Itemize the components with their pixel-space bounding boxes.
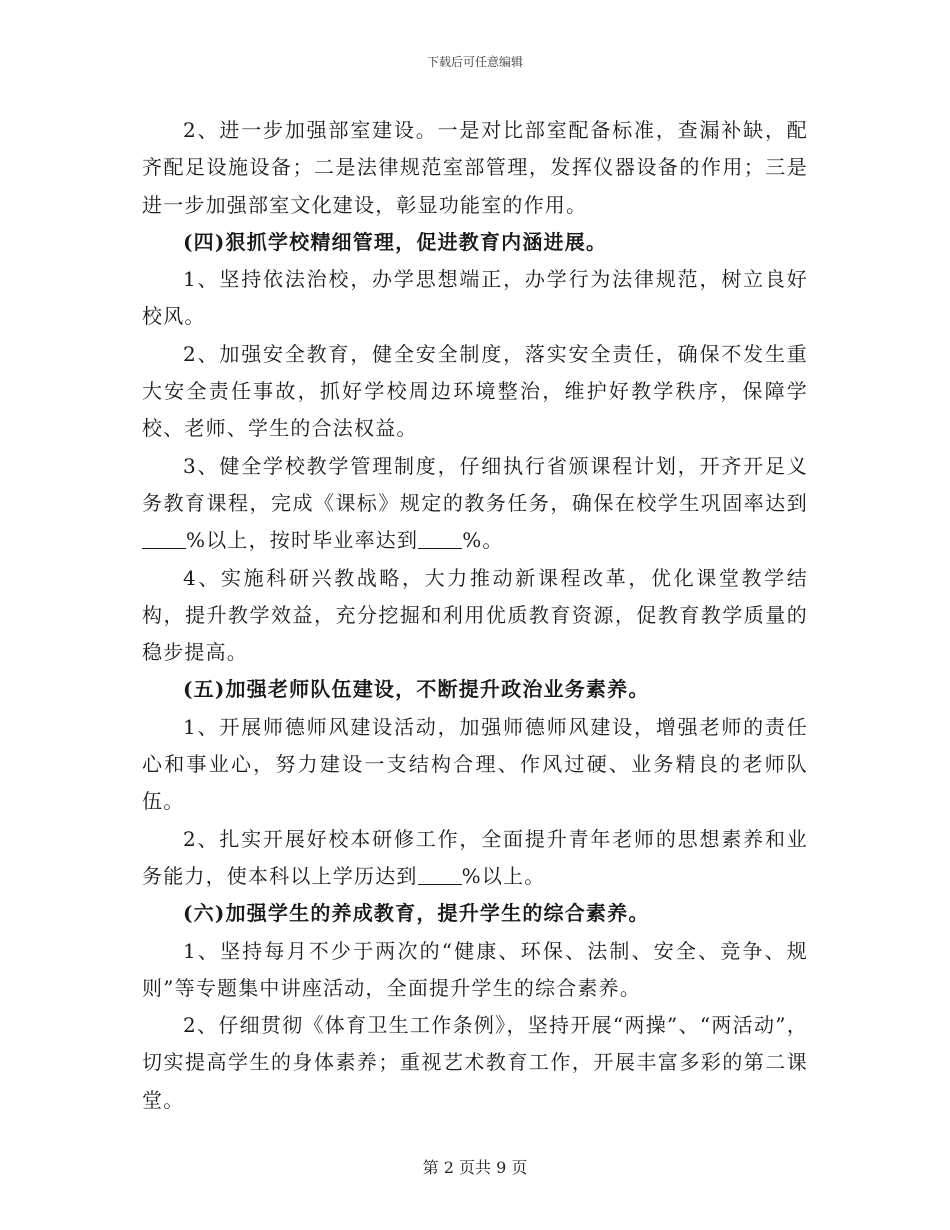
paragraph-4-part-2: %以上，按时毕业率达到 xyxy=(186,528,419,553)
paragraph-9: 2、仔细贯彻《体育卫生工作条例》，坚持开展“两操”、“两活动”，切实提高学生的身体素养；重视艺术教育工作，开展丰富多彩的第二课堂。 xyxy=(142,1013,808,1112)
paragraph-5: 4、实施科研兴教战略，大力推动新课程改革，优化课堂教学结构，提升教学效益，充分挖掘和利用优质教育资源，促教育教学质量的稳步提高。 xyxy=(142,565,808,665)
paragraph-1: 2、进一步加强部室建设。一是对比部室配备标准，查漏补缺，配齐配足设施设备；二是法律规范室部管理，发挥仪器设备的作用；三是进一步加强部室文化建设，彰显功能室的作用。 xyxy=(142,118,808,217)
section-heading-5: (五)加强老师队伍建设，不断提升政治业务素养。 xyxy=(183,677,650,702)
paragraph-8: 1、坚持每月不少于两次的“健康、环保、法制、安全、竞争、规则”等专题集中讲座活动，全面提升学生的综合素养。 xyxy=(142,938,808,1000)
fill-blank xyxy=(418,864,462,885)
paragraph-4-part-3: %。 xyxy=(462,528,504,553)
paragraph-6: 1、开展师德师风建设活动，加强师德师风建设，增强老师的责任心和事业心，努力建设一支结构合理、作风过硬、业务精良的老师队伍。 xyxy=(142,714,808,814)
paragraph-4-part-1: 3、健全学校教学管理制度，仔细执行省颁课程计划，开齐开足义务教育课程，完成《课标》规定的教务任务，确保在校学生巩固率达到 xyxy=(142,453,808,515)
paragraph-3: 2、加强安全教育，健全安全制度，落实安全责任，确保不发生重大安全责任事故，抓好学校周边环境整治，维护好教学秩序，保障学校、老师、学生的合法权益。 xyxy=(142,341,808,441)
paragraph-7-part-1: 2、扎实开展好校本研修工作，全面提升青年老师的思想素养和业务能力，使本科以上学历达到 xyxy=(142,826,808,888)
paragraph-7-part-2: %以上。 xyxy=(461,863,546,888)
fill-blank xyxy=(142,528,186,549)
section-heading-4: (四)狠抓学校精细管理，促进教育内涵进展。 xyxy=(183,229,608,254)
paragraph-4 xyxy=(142,448,808,560)
section-heading-6: (六)加强学生的养成教育，提升学生的综合素养。 xyxy=(183,901,650,926)
fill-blank xyxy=(418,528,462,549)
document-body xyxy=(142,112,808,1119)
paragraph-7 xyxy=(142,821,808,896)
page-footer: 第 2 页共 9 页 xyxy=(422,1158,528,1177)
page-header: 下载后可任意编辑 xyxy=(426,55,523,69)
paragraph-2: 1、坚持依法治校，办学思想端正，办学行为法律规范，树立良好校风。 xyxy=(142,267,808,329)
